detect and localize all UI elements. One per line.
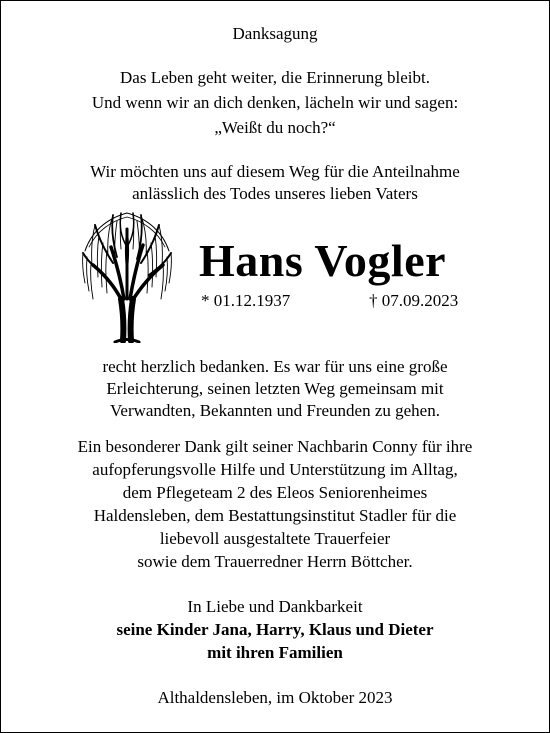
deceased-name: Hans Vogler [199,235,447,286]
thanks-line: recht herzlich bedanken. Es war für uns eine große [102,357,448,376]
special-thanks-line: liebevoll ausgestaltete Trauerfeier [159,529,391,548]
death-date: † 07.09.2023 [369,291,459,310]
place-date: Althaldensleben, im Oktober 2023 [157,688,393,707]
birth-date: * 01.12.1937 [201,291,291,310]
quote-line: Und wenn wir an dich denken, lächeln wir und sagen: [91,93,459,112]
special-thanks-line: Ein besonderer Dank gilt seiner Nachbarin Conny für ihre [77,437,473,456]
quote-line: Das Leben geht weiter, die Erinnerung bleibt. [120,68,430,87]
special-thanks-line: aufopferungsvolle Hilfe und Unterstützung im Alltag, [92,460,458,479]
heading: Danksagung [232,24,318,43]
thanks-line: Erleichterung, seinen letzten Weg gemeinsam mit [106,379,444,398]
thanks-line: Verwandten, Bekannten und Freunden zu gehen. [110,401,440,420]
quote-line: „Weißt du noch?“ [214,118,336,137]
special-thanks-line: sowie dem Trauerredner Herrn Böttcher. [137,552,413,571]
intro-line: anlässlich des Todes unseres lieben Vaters [132,184,418,203]
closing: In Liebe und Dankbarkeit [187,597,363,616]
special-thanks-line: Haldensleben, dem Bestattungsinstitut Stadler für die [93,506,457,525]
signature-line: seine Kinder Jana, Harry, Klaus und Dieter [116,620,434,639]
willow-tree-icon [77,207,177,343]
signature-line: mit ihren Familien [207,643,343,662]
special-thanks-line: dem Pflegeteam 2 des Eleos Seniorenheimes [122,483,428,502]
intro-line: Wir möchten uns auf diesem Weg für die Anteilnahme [90,162,460,181]
